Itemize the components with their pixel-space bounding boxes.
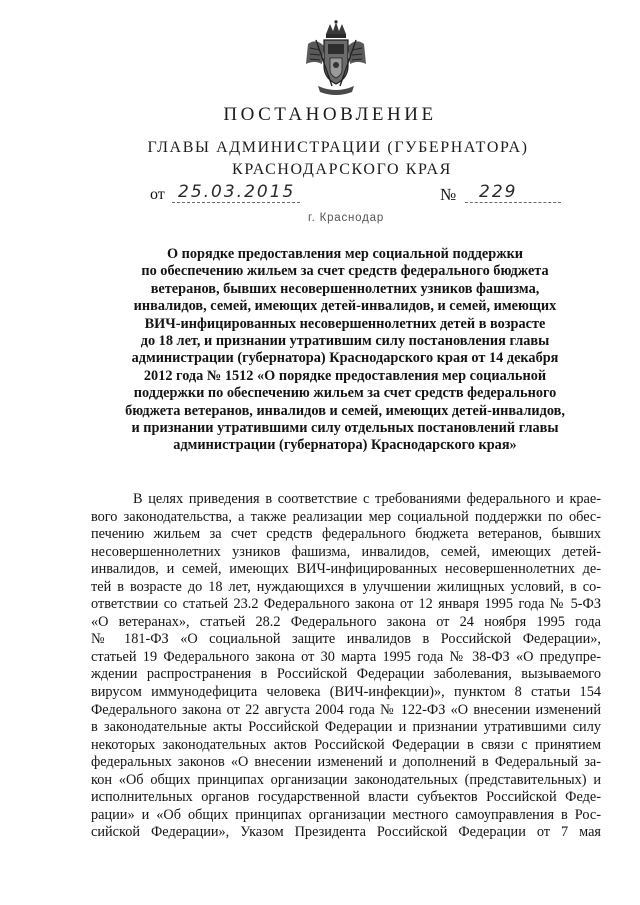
title-line: 2012 года № 1512 «О порядке предоставления мер социальной <box>143 367 547 384</box>
region-line: КРАСНОДАРСКОГО КРАЯ <box>232 161 452 178</box>
title-line: поддержки по обеспечению жильем за счет средств федерального <box>133 385 557 402</box>
title-line: ВИЧ-инфицированных несовершеннолетних детей в возрасте <box>144 315 546 332</box>
body-line: тей в возрасте до 18 лет, нуждающихся в улучшении жилищных условий, в со- <box>91 578 601 595</box>
body-line: статьей 19 Федерального закона от 30 марта 1995 года № 38-ФЗ «О предупре- <box>91 648 601 665</box>
authority-line: ГЛАВЫ АДМИНИСТРАЦИИ (ГУБЕРНАТОРА) <box>147 139 529 156</box>
date-label: от <box>150 186 165 203</box>
body-line: кон «Об общих принципах организации законодательных (представительных) и <box>91 771 601 788</box>
city-label: г. Краснодар <box>308 212 385 224</box>
title-line: администрации (губернатора) Краснодарского края от 14 декабря <box>131 350 559 367</box>
body-line: печению жильем за счет средств федерального бюджета ветеранов, бывших <box>91 526 601 543</box>
body-line: сийской Федерации», Указом Президента Российской Федерации от 7 мая <box>91 824 601 841</box>
title-line: администрации (губернатора) Краснодарского края» <box>173 437 517 454</box>
document-type-title: ПОСТАНОВЛЕНИЕ <box>223 104 437 125</box>
body-line: В целях приведения в соответствие с требованиями федерального и крае- <box>133 491 601 507</box>
resolution-title <box>110 246 580 455</box>
title-line: по обеспечению жильем за счет средств федерального бюджета <box>141 263 549 280</box>
body-line: рации» и «Об общих принципах организации местного самоуправления в Рос- <box>91 806 601 823</box>
body-line: Федерального закона от 22 августа 2004 года № 122-ФЗ «О внесении изменений <box>91 701 601 718</box>
body-line: вого законодательства, а также реализации мер социальной поддержки по обес- <box>91 508 601 525</box>
body-line: ждении распространения в Российской Федерации заболевания, вызываемого <box>91 666 601 683</box>
title-line: и признании утратившими силу отдельных постановлений главы <box>131 420 559 437</box>
title-line: бюджета ветеранов, инвалидов и семей, имеющих детей-инвалидов, <box>125 402 565 419</box>
body-line: несовершеннолетних узников фашизма, инвалидов, семей, имеющих детей- <box>91 543 601 560</box>
handwritten-date: 25.03.2015 <box>172 182 300 203</box>
body-line: федеральных законов «О внесении изменений и дополнений в Федеральный за- <box>91 754 601 771</box>
body-line: ответствии со статьей 23.2 Федерального закона от 12 января 1995 года № 5-ФЗ <box>91 596 601 613</box>
body-line: «О ветеранах», статьей 28.2 Федерального закона от 24 ноября 1995 года <box>91 613 601 630</box>
body-paragraph <box>91 491 601 842</box>
title-line: инвалидов, семей, имеющих детей-инвалидов, и семей, имеющих <box>133 298 557 315</box>
body-line: вирусом иммунодефицита человека (ВИЧ-инфекции)», пунктом 8 статьи 154 <box>91 684 601 701</box>
body-line: некоторых законодательных актов Российской Федерации в связи с принятием <box>91 736 601 753</box>
body-line: исполнительных органов государственной власти субъектов Российской Феде- <box>91 789 601 806</box>
body-line: в законодательные акты Российской Федерации и признании утратившими силу <box>91 719 601 736</box>
title-line: О порядке предоставления мер социальной поддержки <box>166 246 524 262</box>
title-line: ветеранов, бывших несовершеннолетних узников фашизма, <box>150 280 540 297</box>
krasnodar-coat-of-arms-emblem <box>302 20 370 98</box>
title-line: до 18 лет, и признании утратившим силу постановления главы <box>140 333 550 350</box>
handwritten-number: 229 <box>465 182 561 203</box>
number-label: № <box>440 185 457 204</box>
body-line: инвалидов, и семей, имеющих ВИЧ-инфицированных несовершеннолетних де- <box>91 561 601 578</box>
body-line: № 181-ФЗ «О социальной защите инвалидов в Российской Федерации», <box>91 631 601 648</box>
